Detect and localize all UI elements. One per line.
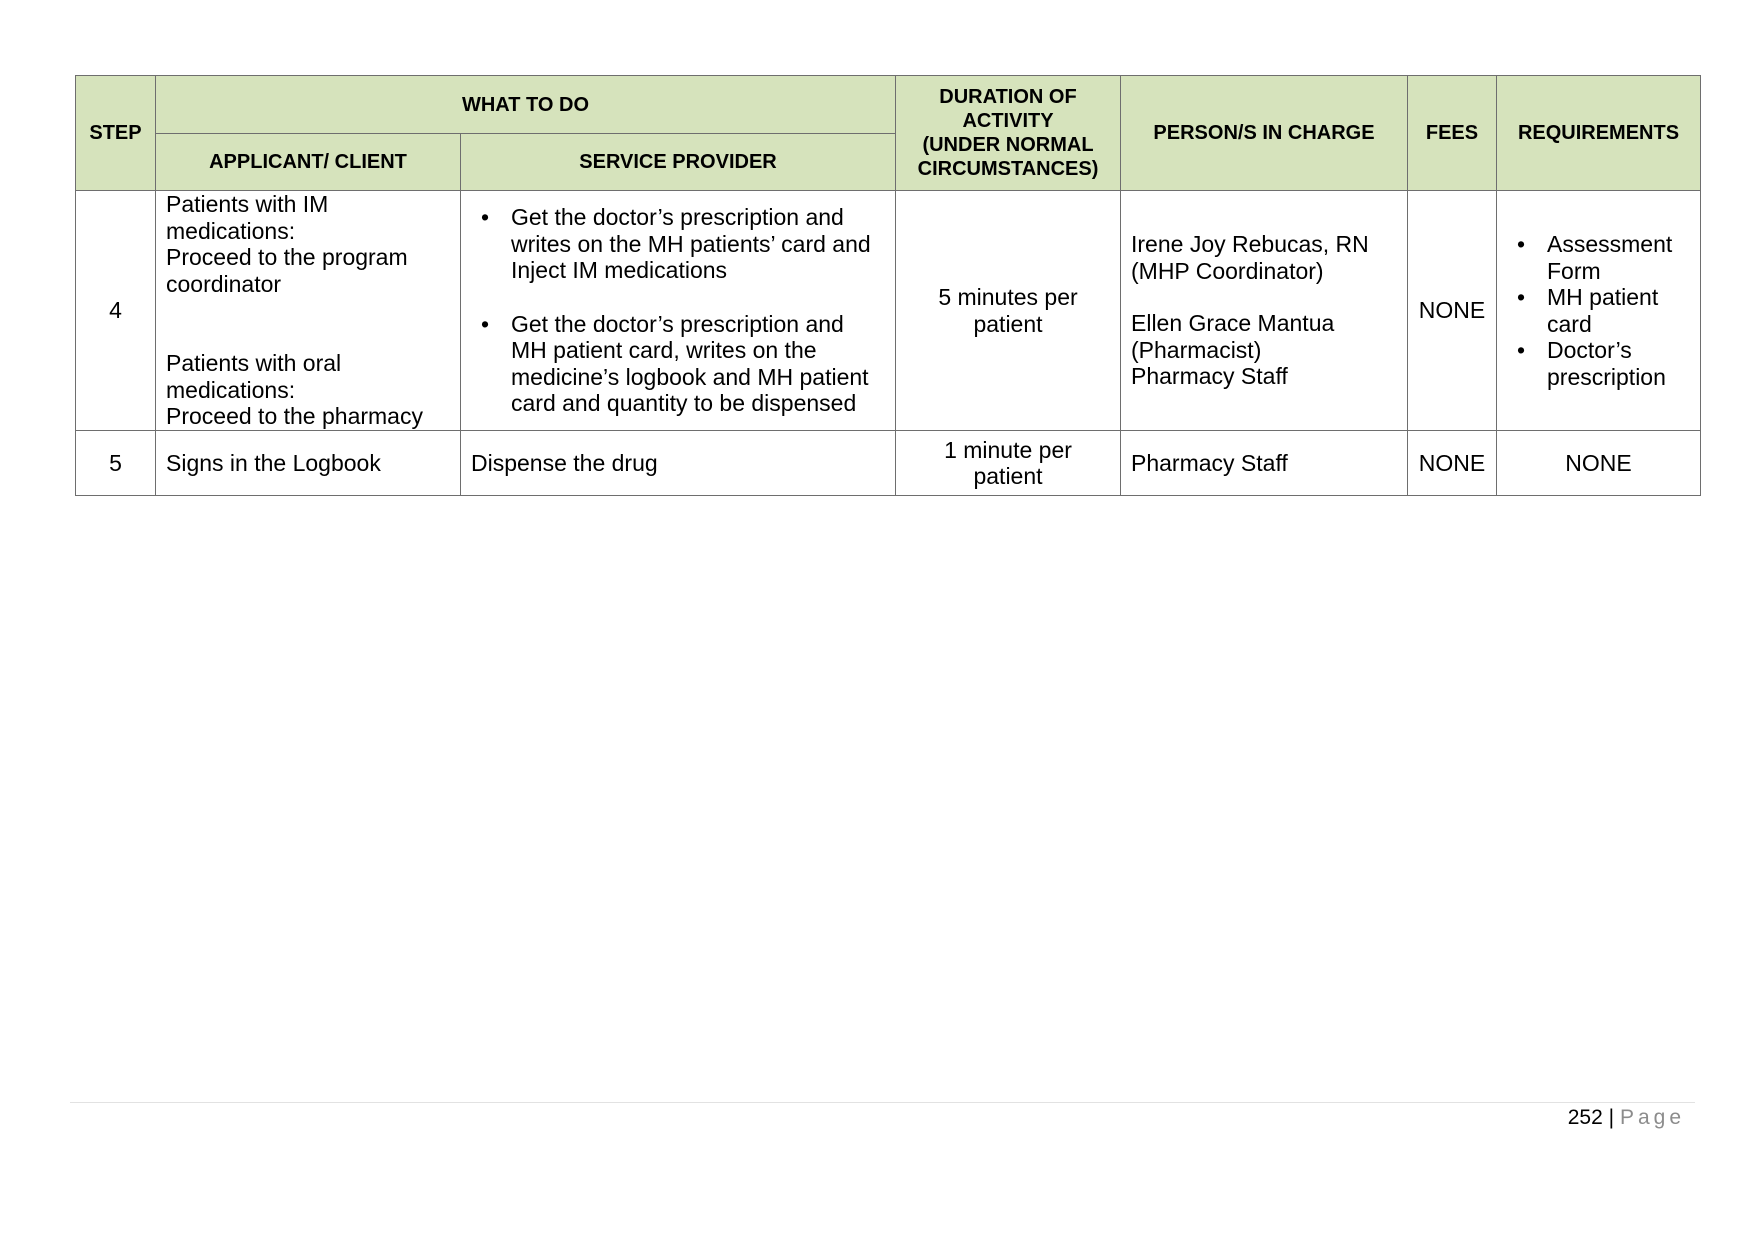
person-line: Irene Joy Rebucas, RN: [1131, 231, 1369, 258]
duration-cell: [896, 191, 1121, 431]
list-item-line: • Doctor’s: [1547, 337, 1632, 363]
person-line: Ellen Grace Mantua: [1131, 310, 1335, 337]
page-footer: [1568, 1106, 1685, 1130]
applicant-line: medications:: [166, 376, 296, 403]
header-requirements: REQUIREMENTS: [1497, 76, 1701, 191]
applicant-line: Proceed to the pharmacy: [166, 403, 423, 429]
footer-divider: [70, 1102, 1695, 1103]
persons-in-charge-cell: Pharmacy Staff: [1121, 431, 1408, 496]
fees-cell: NONE: [1408, 431, 1497, 496]
list-item-line: medicine’s logbook and MH patient: [511, 363, 869, 390]
citizen-charter-table: [75, 75, 1701, 496]
list-item: [471, 204, 885, 284]
list-item-line: • MH patient: [1547, 284, 1659, 310]
applicant-line: medications:: [166, 217, 296, 244]
persons-in-charge-cell: [1121, 191, 1408, 431]
list-item-line: writes on the MH patients’ card and: [511, 230, 871, 257]
list-item-line: Form: [1547, 257, 1601, 284]
header-step: STEP: [76, 76, 156, 191]
duration-line: patient: [973, 310, 1043, 337]
header-duration-line: CIRCUMSTANCES): [917, 158, 1099, 180]
header-duration-line: (UNDER NORMAL: [922, 134, 1094, 156]
header-persons-in-charge: PERSON/S IN CHARGE: [1121, 76, 1408, 191]
header-row-1: [76, 76, 1701, 134]
header-what-to-do: WHAT TO DO: [156, 76, 896, 134]
service-provider-list: [471, 204, 885, 417]
list-item-line: card: [1547, 310, 1592, 337]
table-row: [76, 431, 1701, 496]
list-item: [1507, 231, 1690, 284]
header-duration-line: DURATION OF: [939, 86, 1077, 108]
requirements-cell: NONE: [1497, 431, 1701, 496]
list-item-line: • Assessment: [1547, 231, 1673, 257]
person-line: Pharmacy Staff: [1131, 363, 1288, 390]
duration-line: patient: [973, 463, 1043, 489]
list-item: [1507, 284, 1690, 337]
header-duration-line: ACTIVITY: [962, 110, 1054, 132]
list-item-line: MH patient card, writes on the: [511, 337, 817, 364]
header-service-provider: SERVICE PROVIDER: [461, 134, 896, 191]
applicant-line: Patients with oral: [166, 350, 342, 376]
list-item-line: • Get the doctor’s prescription and: [511, 310, 844, 337]
applicant-cell: [156, 191, 461, 431]
header-duration: [896, 76, 1121, 191]
list-item: [1507, 337, 1690, 390]
applicant-line: Proceed to the program: [166, 244, 408, 270]
applicant-line: coordinator: [166, 270, 282, 297]
applicant-cell: Signs in the Logbook: [156, 431, 461, 496]
page-number: 252: [1567, 1106, 1603, 1129]
duration-cell: [896, 431, 1121, 496]
step-number: 4: [76, 191, 156, 431]
page-label: Page: [1619, 1106, 1685, 1129]
list-item-line: prescription: [1547, 363, 1666, 390]
service-provider-cell: Dispense the drug: [461, 431, 896, 496]
requirements-cell: [1497, 191, 1701, 431]
header-applicant-client: APPLICANT/ CLIENT: [156, 134, 461, 191]
list-item-line: Inject IM medications: [511, 257, 728, 284]
table-row: [76, 191, 1701, 431]
person-line: (MHP Coordinator): [1131, 257, 1324, 284]
list-item-line: • Get the doctor’s prescription and: [511, 204, 844, 231]
requirements-list: [1507, 231, 1690, 390]
header-fees: FEES: [1408, 76, 1497, 191]
footer-separator: |: [1608, 1106, 1615, 1129]
service-provider-cell: [461, 191, 896, 431]
person-line: (Pharmacist): [1131, 336, 1262, 363]
fees-cell: NONE: [1408, 191, 1497, 431]
list-item: [471, 311, 885, 417]
applicant-line: Patients with IM: [166, 191, 329, 217]
step-number: 5: [76, 431, 156, 496]
duration-line: 1 minute per: [944, 436, 1072, 463]
list-item-line: card and quantity to be dispensed: [511, 390, 857, 417]
duration-line: 5 minutes per: [938, 284, 1078, 310]
